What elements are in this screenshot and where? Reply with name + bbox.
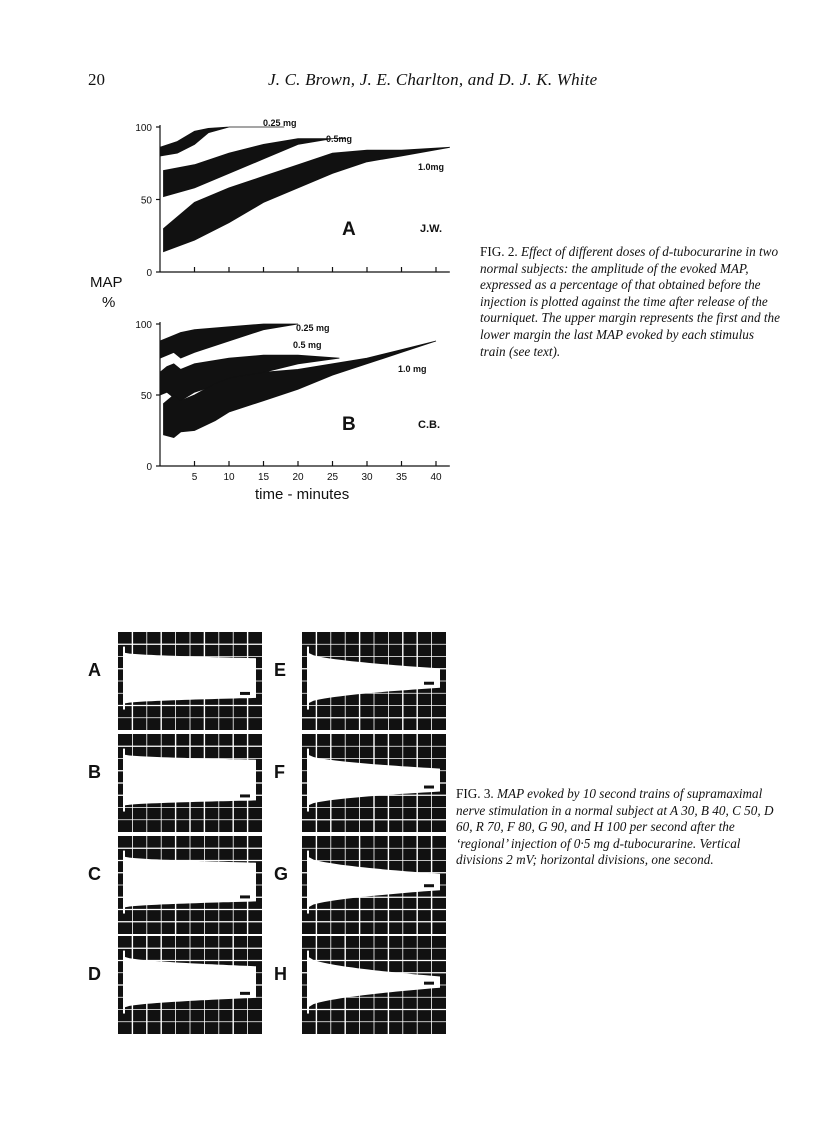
y-axis-unit: %: [102, 294, 116, 311]
panel-letter: B: [342, 414, 356, 435]
trace-label-b: B: [88, 762, 101, 783]
x-tick-label: 20: [292, 472, 304, 483]
trace-panel-b: [88, 734, 262, 832]
trace-label-a: A: [88, 660, 101, 681]
series-label: 0.25 mg: [296, 323, 330, 333]
y-tick-label: 0: [146, 462, 152, 473]
x-tick-label: 5: [191, 472, 198, 483]
trace-label-d: D: [88, 964, 101, 985]
trace-panel-c: [88, 836, 262, 934]
trace-mark: [424, 982, 434, 985]
trace-mark: [240, 992, 250, 995]
x-axis-label: time - minutes: [255, 486, 350, 503]
response-envelope: [124, 857, 256, 908]
panel-b: [135, 320, 449, 483]
series-label: 0.5 mg: [293, 340, 322, 350]
trace-mark: [240, 794, 250, 797]
trace-panel-g: [274, 836, 446, 934]
trace-mark: [240, 895, 250, 898]
figure-3-caption: [456, 786, 776, 869]
trace-label-g: G: [274, 864, 289, 885]
x-tick-label: 30: [361, 472, 373, 483]
figure-2-caption-text: Effect of different doses of d-tubocurarine in two normal subjects: the amplitude of the evoked MAP, expressed as a percentage of that obtained before the injection is plotted against the time after release of the tourniquet. The upper margin represents the first and the lower margin the last MAP evoked by each stimulus train (see text).: [480, 244, 780, 359]
x-tick-label: 15: [257, 472, 270, 483]
x-tick-label: 40: [430, 472, 442, 483]
trace-panel-a: [88, 632, 262, 730]
y-tick-label: 100: [135, 320, 152, 331]
panel-a: [135, 118, 449, 279]
trace-panel-f: [274, 734, 446, 832]
trace-label-c: C: [88, 864, 101, 885]
figure-2-chart: [80, 112, 470, 507]
trace-mark: [240, 692, 250, 695]
figure-2-caption: [480, 244, 780, 360]
y-tick-label: 100: [135, 123, 152, 134]
trace-mark: [424, 884, 434, 887]
response-envelope: [124, 755, 256, 806]
trace-label-e: E: [274, 660, 287, 681]
trace-label-h: H: [274, 964, 287, 985]
series-label: 1.0 mg: [398, 364, 427, 374]
trace-panel-h: [274, 936, 446, 1034]
running-head: J. C. Brown, J. E. Charlton, and D. J. K. White: [268, 70, 598, 89]
trace-panel-d: [88, 936, 262, 1034]
y-tick-label: 50: [140, 391, 152, 402]
trace-panel-e: [274, 632, 446, 730]
subject-label: J.W.: [420, 223, 443, 235]
series-label: 0.25 mg: [263, 118, 297, 128]
series-label: 1.0mg: [418, 162, 445, 172]
page-number: 20: [88, 70, 105, 89]
subject-label: C.B.: [418, 419, 440, 431]
figure-2-caption-label: FIG. 2.: [480, 244, 518, 259]
figure-3-caption-text: MAP evoked by 10 second trains of supramaximal nerve stimulation in a normal subject at A 30, B 40, C 50, D 60, R 70, F 80, G 90, and H 100 per second after the ‘regional’ injection of 0·5 mg d-tubocurarine. Vertical divisions 2 mV; horizontal divisions, one second.: [456, 786, 774, 868]
x-tick-label: 10: [223, 472, 235, 483]
panel-letter: A: [342, 219, 356, 240]
figure-3-caption-label: FIG. 3.: [456, 786, 494, 801]
trace-label-f: F: [274, 762, 285, 783]
trace-mark: [424, 682, 434, 685]
series-band-0-25-mg: [160, 324, 298, 358]
figure-3-oscilloscope-traces: [80, 626, 450, 1034]
y-axis-label: MAP: [90, 274, 123, 291]
x-tick-label: 25: [326, 472, 339, 483]
y-tick-label: 0: [146, 268, 152, 279]
y-tick-label: 50: [140, 195, 152, 207]
response-envelope: [124, 653, 256, 704]
trace-mark: [424, 786, 434, 789]
series-label: 0.5mg: [326, 134, 353, 144]
x-tick-label: 35: [395, 472, 408, 483]
